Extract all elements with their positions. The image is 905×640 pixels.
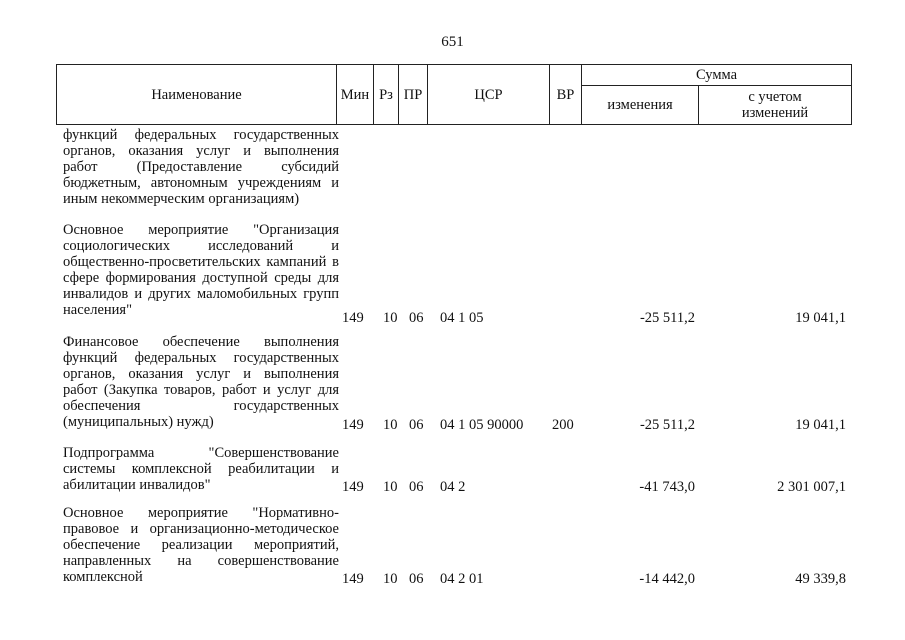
row-min: 149 <box>342 417 364 433</box>
row-name: Подпрограмма "Совершенствование системы комплексной реабилитации и абилитации инвалидов" <box>63 445 339 493</box>
row-name: Финансовое обеспечение выполнения функций федеральных государственных органов, оказания услуг и выполнения работ (Закупка товаров, работ и услуг для обеспечения государственных (муниципальных) нужд) <box>63 334 339 430</box>
row-rz: 10 <box>383 417 398 433</box>
row-csr: 04 2 01 <box>440 571 484 587</box>
table-row <box>56 445 852 501</box>
header-vr: ВР <box>550 65 582 125</box>
header-with-change: с учетом изменений <box>699 86 852 125</box>
row-with-change: 19 041,1 <box>795 417 846 433</box>
header-sum: Сумма <box>582 65 852 86</box>
row-change: -25 511,2 <box>639 417 695 433</box>
row-change: -41 743,0 <box>639 479 695 495</box>
header-pr: ПР <box>399 65 428 125</box>
row-pr: 06 <box>409 310 424 326</box>
row-min: 149 <box>342 571 364 587</box>
row-change: -25 511,2 <box>639 310 695 326</box>
row-name: функций федеральных государственных органов, оказания услуг и выполнения работ (Предоставление субсидий бюджетным, автономным учреждениям и иным некоммерческим организациям) <box>63 127 339 207</box>
row-pr: 06 <box>409 571 424 587</box>
row-name: Основное мероприятие "Нормативно-правовое и организационно-методическое обеспечение реализации мероприятий, направленных на совершенствование комплексной <box>63 505 339 585</box>
table-row <box>56 127 852 215</box>
row-rz: 10 <box>383 310 398 326</box>
header-min: Мин <box>337 65 374 125</box>
table-row <box>56 505 852 597</box>
row-csr: 04 2 <box>440 479 466 495</box>
row-name: Основное мероприятие "Организация социологических исследований и общественно-просветительских кампаний в сфере формирования доступной среды для инвалидов и других маломобильных групп населения" <box>63 222 339 318</box>
header-rz: Рз <box>374 65 399 125</box>
row-rz: 10 <box>383 479 398 495</box>
header-change: изменения <box>582 86 699 125</box>
row-vr: 200 <box>552 417 574 433</box>
table-row <box>56 222 852 330</box>
row-min: 149 <box>342 479 364 495</box>
table-header <box>56 64 852 125</box>
row-csr: 04 1 05 <box>440 310 484 326</box>
row-rz: 10 <box>383 571 398 587</box>
row-pr: 06 <box>409 479 424 495</box>
row-min: 149 <box>342 310 364 326</box>
header-csr: ЦСР <box>428 65 550 125</box>
header-name: Наименование <box>57 65 337 125</box>
row-pr: 06 <box>409 417 424 433</box>
row-with-change: 19 041,1 <box>795 310 846 326</box>
page-number: 651 <box>441 34 464 50</box>
row-change: -14 442,0 <box>639 571 695 587</box>
table-row <box>56 334 852 442</box>
row-csr: 04 1 05 90000 <box>440 417 524 433</box>
row-with-change: 49 339,8 <box>795 571 846 587</box>
row-with-change: 2 301 007,1 <box>777 479 846 495</box>
